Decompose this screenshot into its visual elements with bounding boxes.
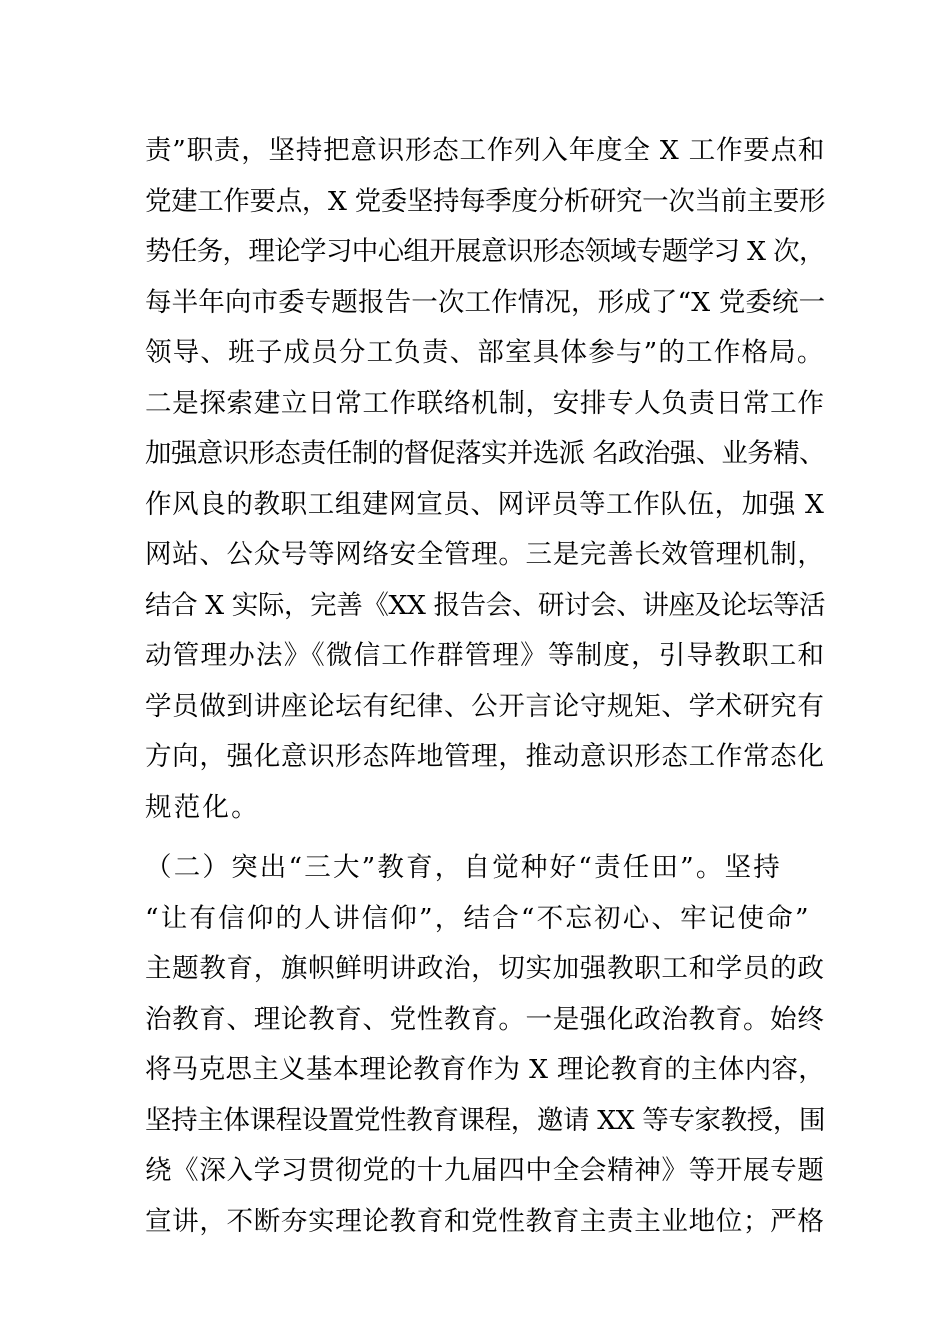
text-line: 势任务，理论学习中心组开展意识形态领域专题学习 X 次， xyxy=(145,236,825,267)
text-line: 作风良的教职工组建网宣员、网评员等工作队伍，加强 X xyxy=(145,488,825,520)
text-line: 动管理办法》《微信工作群管理》等制度，引导教职工和 xyxy=(145,640,826,671)
text-line: 学员做到讲座论坛有纪律、公开言论守规矩、学术研究有 xyxy=(145,690,825,722)
section-heading-line: （二）突出“三大”教育，自觉种好“责任田”。坚持 xyxy=(145,852,782,883)
text-line: 责”职责，坚持把意识形态工作列入年度全 X 工作要点和 xyxy=(145,135,826,166)
text-line: 二是探索建立日常工作联络机制，安排专人负责日常工作 xyxy=(145,387,825,419)
document-body xyxy=(145,126,825,1247)
text-line: 坚持主体课程设置党性教育课程，邀请 XX 等专家教授，围 xyxy=(145,1104,826,1136)
text-line: 绕《深入学习贯彻党的十九届四中全会精神》等开展专题 xyxy=(145,1155,825,1186)
text-line: 方向，强化意识形态阵地管理，推动意识形态工作常态化 xyxy=(145,741,825,772)
text-line: “让有信仰的人讲信仰”，结合“不忘初心、牢记使命” xyxy=(145,902,811,934)
text-line: 加强意识形态责任制的督促落实并选派 名政治强、业务精、 xyxy=(145,438,825,469)
text-line: 结合 X 实际，完善《XX 报告会、研讨会、讲座及论坛等活 xyxy=(145,589,826,621)
text-line: 党建工作要点，X 党委坚持每季度分析研究一次当前主要形 xyxy=(145,185,826,217)
text-line: 网站、公众号等网络安全管理。三是完善长效管理机制， xyxy=(145,539,825,570)
text-line: 治教育、理论教育、党性教育。一是强化政治教育。始终 xyxy=(145,1003,825,1035)
text-line: 宣讲，不断夯实理论教育和党性教育主责主业地位；严格 xyxy=(145,1205,825,1237)
text-line: 领导、班子成员分工负责、部室具体参与”的工作格局。 xyxy=(145,337,825,368)
text-line: 将马克思主义基本理论教育作为 X 理论教育的主体内容， xyxy=(145,1054,826,1085)
text-line: 每半年向市委专题报告一次工作情况，形成了“X 党委统一 xyxy=(145,286,826,318)
text-line: 规范化。 xyxy=(145,791,260,823)
text-line: 主题教育，旗帜鲜明讲政治，切实加强教职工和学员的政 xyxy=(145,953,825,984)
